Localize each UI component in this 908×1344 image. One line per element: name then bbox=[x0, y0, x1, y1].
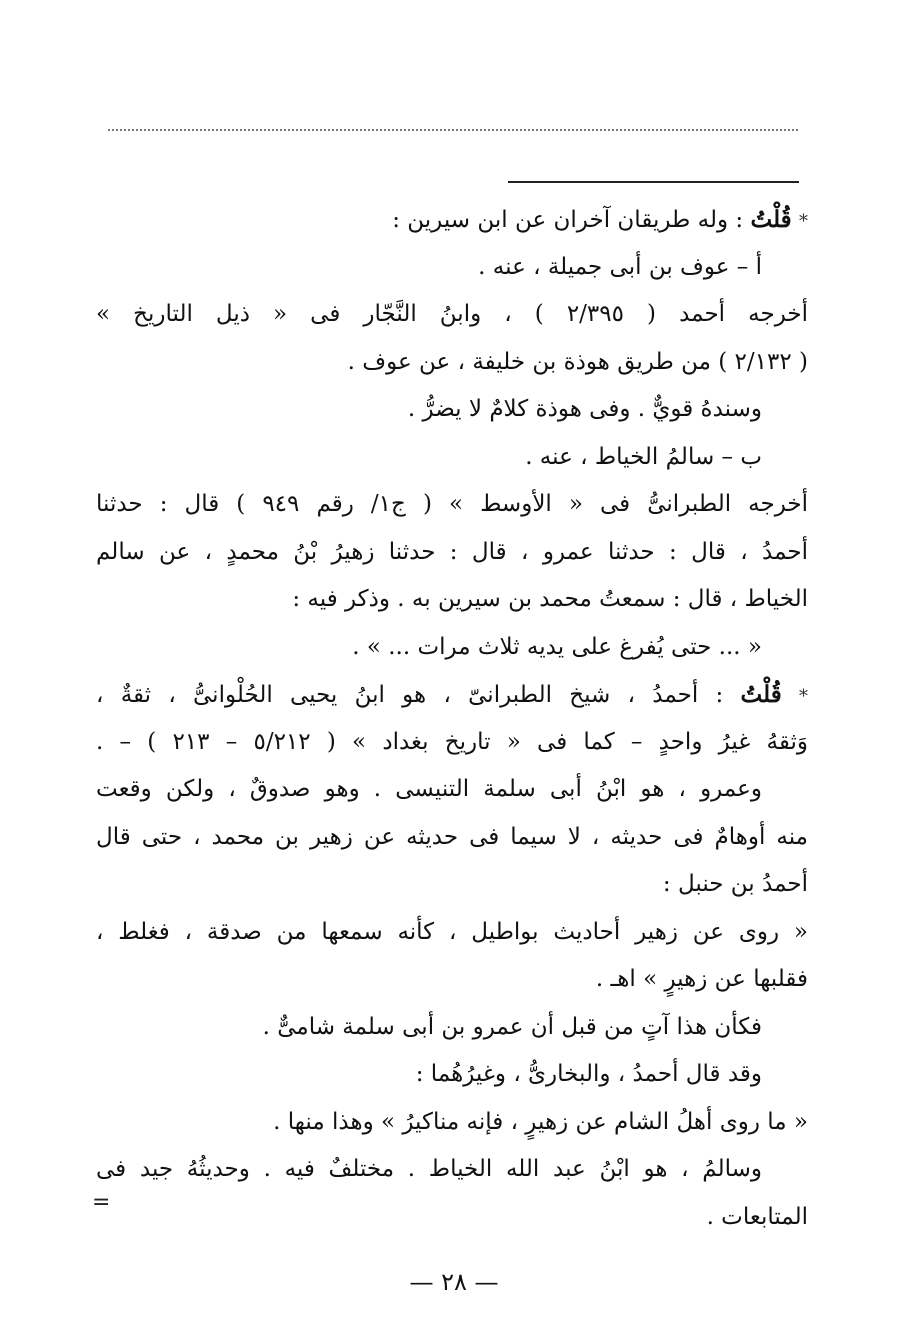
text-line-16: « روى عن زهير أحاديث بواطيل ، كأنه سمعها من صدقة ، فغلط ، bbox=[96, 918, 808, 945]
qultu-keyword: قُلْتُ bbox=[750, 206, 792, 233]
continuation-mark: = bbox=[92, 1190, 111, 1215]
text-line-2: أ – عوف بن أبى جميلة ، عنه . bbox=[478, 253, 762, 280]
text-line-3: أخرجه أحمد ( ٢/٣٩٥ ) ، وابنُ النَّجّار فى « ذيل التاريخ » bbox=[96, 301, 808, 327]
text-span: : وله طريقان آخران عن ابن سيرين : bbox=[392, 207, 744, 233]
text-line-9: الخياط ، قال : سمعتُ محمد بن سيرين به . وذكر فيه : bbox=[292, 586, 808, 612]
text-line-12: وَثقهُ غيرُ واحدٍ – كما فى « تاريخ بغداد » ( ٥/٢١٢ – ٢١٣ ) – . bbox=[96, 728, 808, 755]
text-span: : أحمدُ ، شيخ الطبرانىّ ، هو ابنُ يحيى الحُلْوانىُّ ، ثقةٌ ، bbox=[96, 682, 724, 708]
text-line-8: أحمدُ ، قال : حدثنا عمرو ، قال : حدثنا زهيرُ بْنُ محمدٍ ، عن سالم bbox=[96, 538, 808, 565]
text-line-21: وسالمُ ، هو ابْنُ عبد الله الخياط . مختلفٌ فيه . وحديثُهُ جيد فى bbox=[96, 1156, 762, 1182]
footnote-rule bbox=[508, 181, 799, 183]
text-line-5: وسندهُ قويٌّ . وفى هوذة كلامٌ لا يضرُّ . bbox=[407, 396, 762, 422]
text-line-14: منه أوهامٌ فى حديثه ، لا سيما فى حديثه عن زهير بن محمد ، حتى قال bbox=[96, 823, 808, 850]
text-line-20: « ما روى أهلُ الشام عن زهيرٍ ، فإنه مناكيرُ » وهذا منها . bbox=[273, 1108, 808, 1135]
text-line-6: ب – سالمُ الخياط ، عنه . bbox=[525, 443, 762, 470]
dotted-separator bbox=[108, 129, 798, 131]
text-line-1 bbox=[96, 196, 808, 244]
qultu-keyword: قُلْتُ bbox=[740, 681, 782, 708]
text-line-7: أخرجه الطبرانىُّ فى « الأوسط » ( ج١/ رقم ٩٤٩ ) قال : حدثنا bbox=[96, 491, 808, 517]
main-text bbox=[96, 196, 808, 1241]
page-number: — ٢٨ — bbox=[409, 1268, 499, 1296]
text-line-15: أحمدُ بن حنبل : bbox=[662, 871, 808, 897]
text-line-19: وقد قال أحمدُ ، والبخارىُّ ، وغيرُهُما : bbox=[415, 1061, 762, 1087]
text-line-17: فقلبها عن زهيرٍ » اهـ . bbox=[595, 966, 808, 992]
text-line-10: « ... حتى يُفرغ على يديه ثلاث مرات ... » . bbox=[352, 633, 762, 660]
text-line-13: وعمرو ، هو ابْنُ أبى سلمة التنيسى . وهو صدوقٌ ، ولكن وقعت bbox=[96, 776, 762, 802]
asterisk-marker: * bbox=[799, 211, 808, 232]
text-line-4: ( ٢/١٣٢ ) من طريق هوذة بن خليفة ، عن عوف . bbox=[347, 348, 808, 375]
asterisk-marker: * bbox=[799, 686, 808, 707]
text-line-11 bbox=[96, 671, 808, 719]
text-line-22: المتابعات . bbox=[706, 1203, 808, 1230]
text-line-18: فكأن هذا آتٍ من قبل أن عمرو بن أبى سلمة شامىٌّ . bbox=[262, 1013, 762, 1040]
